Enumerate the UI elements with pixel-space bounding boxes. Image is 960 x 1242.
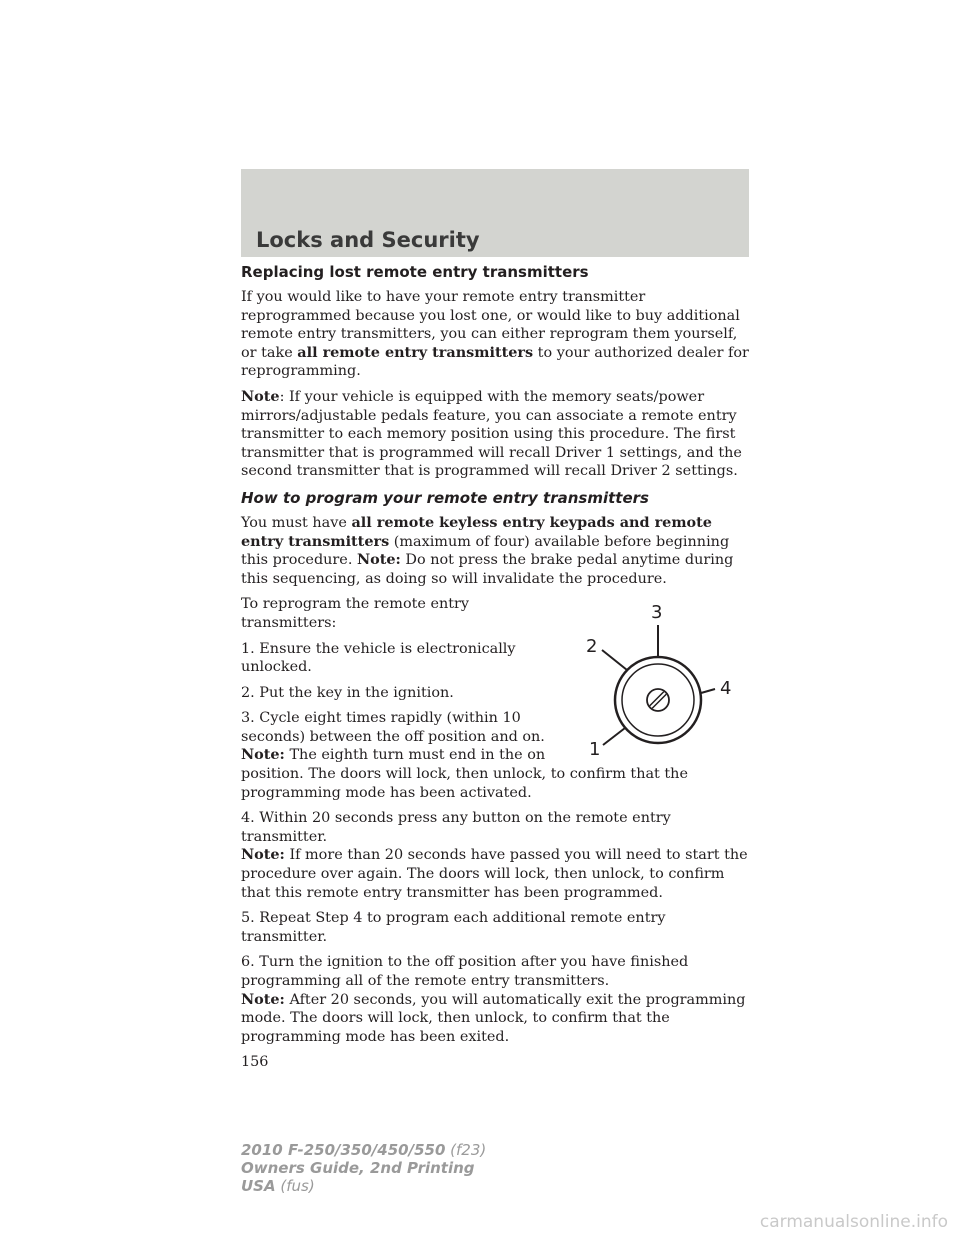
replacing-paragraph [241,288,753,381]
step-6 [241,953,753,1046]
position-label-1: 1 [589,739,601,756]
position-4-leader [701,689,715,693]
note-label: Note: [241,990,285,1008]
footer-line-3 [241,1177,486,1195]
program-requirements [241,514,753,588]
section-header-band [241,169,749,257]
ignition-position-diagram [555,595,745,755]
key-slot-inner [651,693,665,707]
footer-line-2: Owners Guide, 2nd Printing [241,1159,475,1177]
steps-with-figure [241,595,753,802]
program-heading: How to program your remote entry transmitters [241,488,649,507]
text-run: to your authorized dealer for reprogramming. [241,344,749,380]
page-number: 156 [241,1054,269,1071]
note-text: After 20 seconds, you will automatically exit the programming mode. The doors will lock, then unlock, to confirm that the programming mode has been exited. [241,991,746,1045]
position-label-3: 3 [651,602,663,624]
position-label-2: 2 [586,636,598,658]
position-2-leader [602,650,627,670]
bold-run: all remote entry transmitters [297,343,534,361]
footer-market-code: (fus) [275,1177,315,1195]
memory-note [241,388,753,481]
note-label: Note: [241,746,285,764]
page-content [241,262,753,1072]
step-text: 4. Within 20 seconds press any button on the remote entry transmitter. [241,810,671,845]
bold-run: all remote keyless entry keypads and remote entry transmitters [241,513,712,550]
note-text: If more than 20 seconds have passed you will need to start the procedure over again. The doors will lock, then unlock, to confirm that this remote entry transmitter has been programmed. [241,847,748,901]
step-text: 6. Turn the ignition to the off position after you have finished programming all of the remote entry transmitters. [241,954,689,989]
watermark: carmanualsonline.info [759,1212,948,1232]
program-intro: To reprogram the remote entry transmitters: [241,596,470,631]
footer-model: 2010 F-250/350/450/550 [241,1141,446,1159]
position-label-4: 4 [720,678,732,700]
step-1: 1. Ensure the vehicle is electronically unlocked. [241,640,516,676]
footer-code: (f23) [445,1141,487,1159]
step-text: 3. Cycle eight times rapidly (within 10 seconds) between the off position and on. [241,710,545,745]
step-5: 5. Repeat Step 4 to program each additional remote entry transmitter. [241,910,666,945]
text-run: If you would like to have your remote entry transmitter reprogrammed because you lost one, or would like to buy additional remote entry transmitters, you can either reprogram them yourself, or take [241,289,740,361]
replacing-heading: Replacing lost remote entry transmitters [241,263,589,281]
footer-line-1 [241,1141,486,1159]
note-text: : If your vehicle is equipped with the memory seats/power mirrors/adjustable pedals feature, you can associate a remote entry transmitter to each memory position using this procedure. The first transmitter that is programmed will recall Driver 1 settings, and the second transmitter that is programmed will recall Driver 2 settings. [241,388,742,480]
section-title: Locks and Security [256,228,480,252]
note-label: Note: [356,551,401,569]
step-2: 2. Put the key in the ignition. [241,684,454,701]
position-1-leader [603,728,625,745]
note-text: Do not press the brake pedal anytime during this sequencing, as doing so will invalidate the procedure. [241,552,734,587]
text-run: (maximum of four) available before beginning this procedure. [241,533,730,569]
note-label: Note [241,387,280,405]
note-text: The eighth turn must end in the on position. The doors will lock, then unlock, to confirm that the programming mode has been activated. [241,747,688,801]
text-run: You must have [241,514,352,531]
step-4 [241,809,753,902]
note-label: Note: [241,846,285,864]
document-footer [241,1141,486,1195]
footer-market: USA [241,1177,276,1195]
